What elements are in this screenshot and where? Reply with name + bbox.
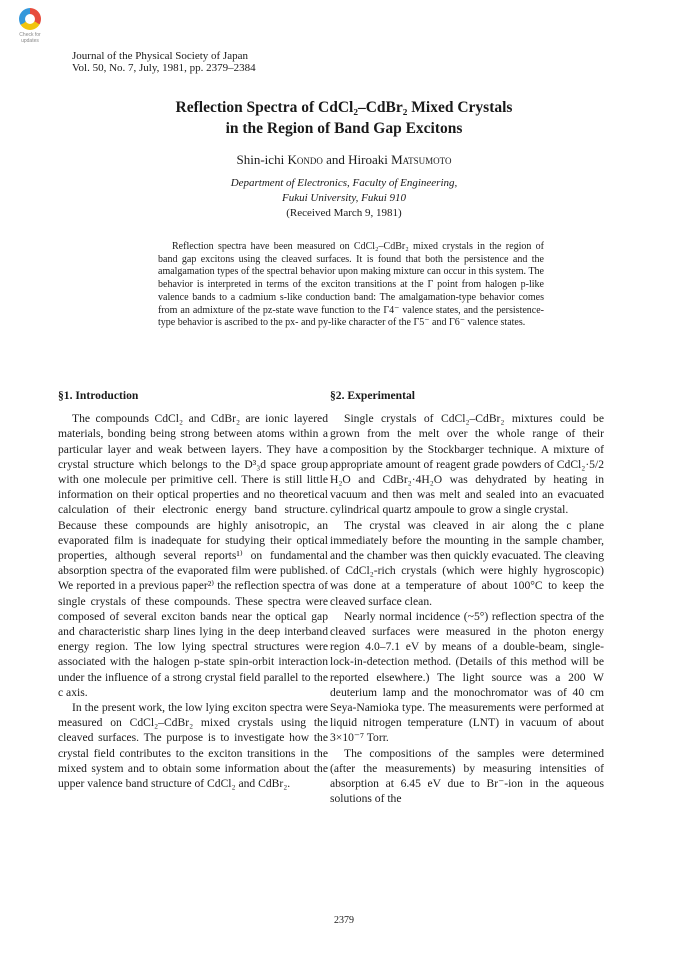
journal-volume: Vol. 50, No. 7, July, 1981, pp. 2379–2384 (72, 62, 256, 74)
section-2-paragraph-2: The crystal was cleaved in air along the c plane immediately before the mounting in the sample chamber, and the chamber was then quickly evacuated. The cleaving of CdCl₂-rich crystals (which were highly hygroscopic) was done at a temperature of about 100°C to keep the cleaved surface clean. (330, 518, 604, 608)
title-line-2: in the Region of Band Gap Excitons (225, 120, 463, 137)
check-for-updates-icon (19, 8, 41, 30)
author-2-given: Hiroaki (348, 152, 388, 167)
author-1-given: Shin-ichi (236, 152, 285, 167)
paper-title (0, 97, 688, 139)
journal-citation (72, 50, 256, 74)
affiliation-line-1: Department of Electronics, Faculty of Engineering, (230, 177, 458, 189)
section-1-paragraph-2: In the present work, the low lying exciton spectra were measured on CdCl₂–CdBr₂ mixed crystals using the cleaved surfaces. The purpose is to investigate how the crystal field contributes to the exciton transitions in the mixed system and to obtain some information about the upper valence band structure of CdCl₂ and CdBr₂. (58, 701, 328, 791)
abstract (158, 241, 544, 330)
author-2-family: Matsumoto (391, 152, 452, 167)
section-2-paragraph-4: The compositions of the samples were determined (after the measurements) by measuring intensities of absorption at 6.45 eV due to Br⁻-ion in the aqueous solutions of the (330, 746, 604, 806)
received-date: (Received March 9, 1981) (286, 207, 402, 219)
section-2-paragraph-3: Nearly normal incidence (~5°) reflection spectra of the cleaved surfaces were measured in the photon energy region 4.0–7.1 eV by means of a double-beam, single-lock-in-detection method. (Details of this method will be reported elsewhere.) The light source was a 200 W deuterium lamp and the monochromator was of 40 cm Seya-Namioka type. The measurements were performed at liquid nitrogen temperature (LNT) in vacuum of about 3×10⁻⁷ Torr. (330, 609, 604, 745)
authors (0, 152, 688, 168)
section-2-paragraph-1: Single crystals of CdCl₂–CdBr₂ mixtures could be grown from the melt over the whole range of their composition by the Stockbarger technique. A mixture of appropriate amount of reagent grade powders of CdCl₂·5/2 H₂O and CdBr₂·4H₂O was dehydrated by heating in vacuum and then was melt and sealed into an evacuated cylindrical quartz ampoule to grow a single crystal. (330, 412, 604, 517)
column-left (58, 388, 328, 791)
affiliation (0, 176, 688, 206)
page-number: 2379 (334, 915, 354, 926)
author-1-family: Kondo (287, 152, 323, 167)
section-1-paragraph-1: The compounds CdCl₂ and CdBr₂ are ionic layered materials, bonding being strong between atoms within a particular layer and weak between layers. They have a crystal structure which belongs to the D³₃d space group with one molecule per primitive cell. There is still little information on their optical properties and no theoretical calculation of their electronic energy band structure. Because these compounds are highly anisotropic, an evaporated film is inadequate for studying their optical properties, although several reports¹⁾ on fundamental absorption spectra of the evaporated film were published. We reported in a previous paper²⁾ the reflection spectra of single crystals of these compounds. These spectra were composed of several exciton bands near the optical gap and characteristic sharp lines lying in the deep interband energy region. The low lying spectral structures were associated with the halogen p-state spin-orbit interaction under the influence of a strong crystal field parallel to the c axis. (58, 412, 328, 699)
column-right (330, 388, 604, 806)
badge-text: Check for updates (19, 32, 41, 44)
section-1-heading: §1. Introduction (58, 389, 139, 402)
journal-name: Journal of the Physical Society of Japan (72, 50, 248, 62)
check-for-updates-badge[interactable] (12, 8, 48, 52)
authors-conjunction: and (326, 152, 345, 167)
title-line-1: Reflection Spectra of CdCl₂–CdBr₂ Mixed Crystals (175, 99, 513, 116)
affiliation-line-2: Fukui University, Fukui 910 (281, 192, 407, 204)
section-2-heading: §2. Experimental (330, 389, 416, 402)
abstract-text: Reflection spectra have been measured on CdCl₂–CdBr₂ mixed crystals in the region of band gap excitons using the cleaved surfaces. It is found that both the persistence and the amalgamation types of the spectral behavior upon making mixture can occur in this system. The behavior is interpreted in terms of the exciton transitions at the Γ point from halogen p-like valence bands to a cadmium s-like conduction band: The amalgamation-type behavior comes from an admixture of the pz-state wave function to the Γ4⁻ valence states, and the persistence-type behavior is ascribed to the px- and py-like character of the Γ5⁻ and Γ6⁻ valence states. (158, 241, 544, 329)
